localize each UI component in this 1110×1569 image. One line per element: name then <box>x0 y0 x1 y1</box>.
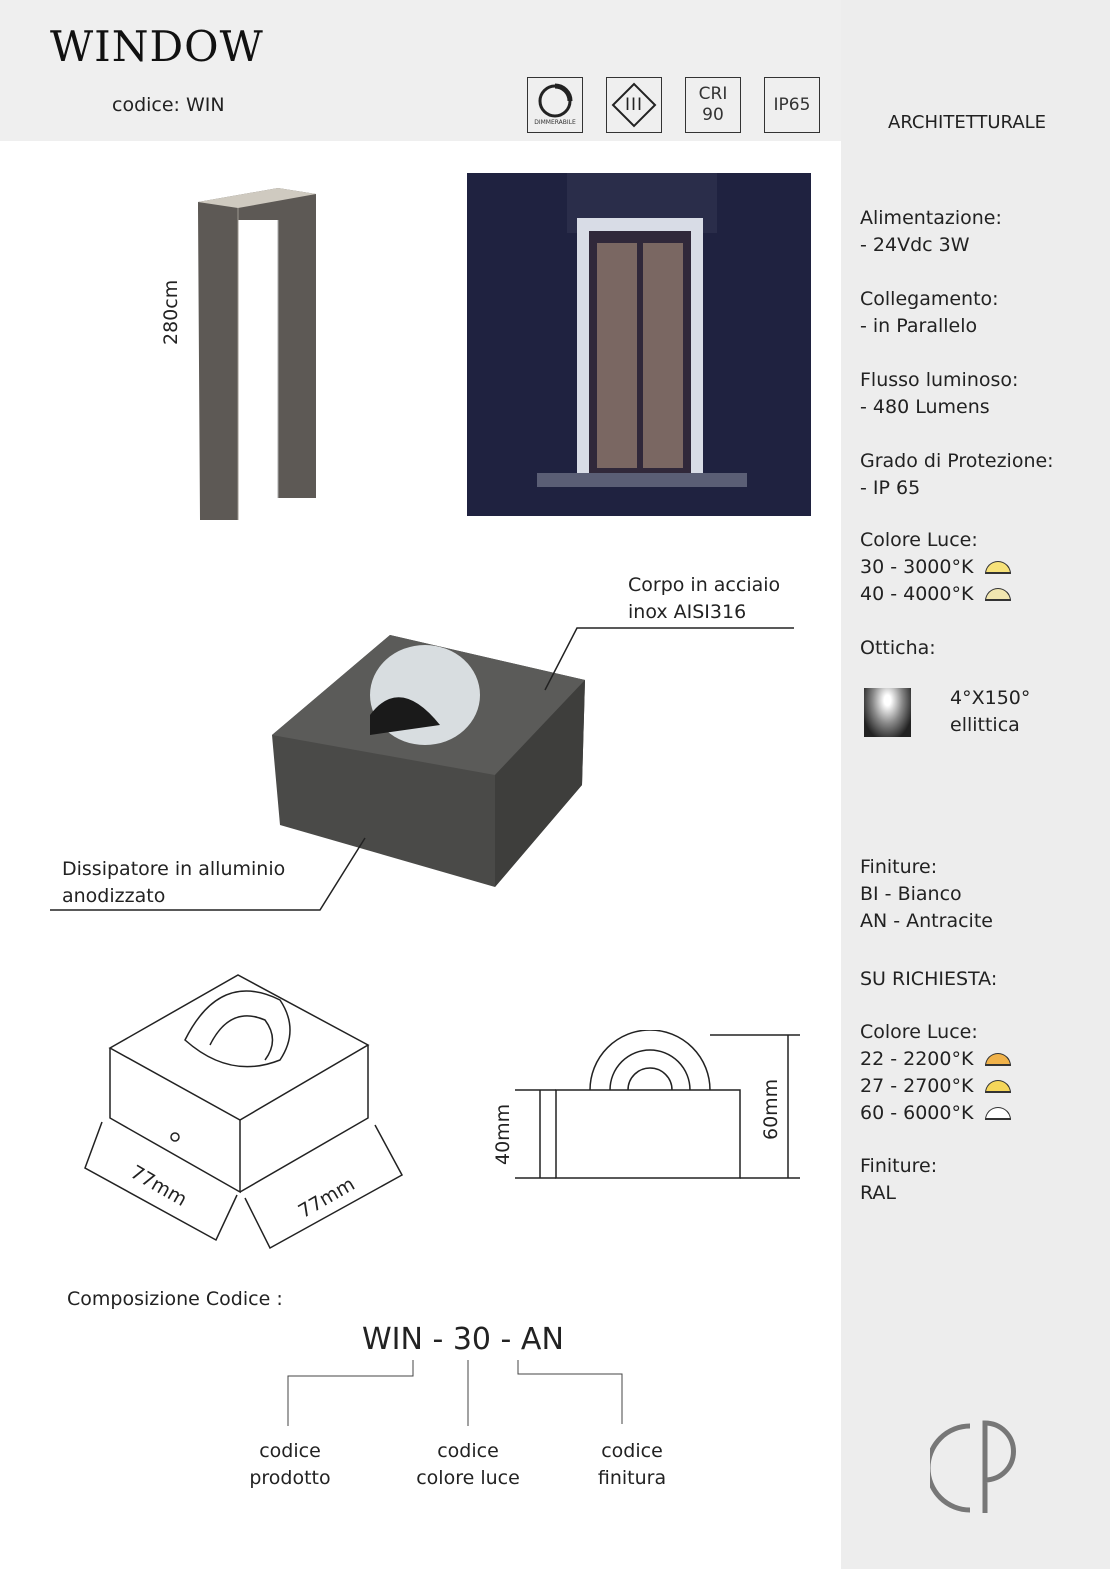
width-dimension-2: 77mm <box>294 1173 359 1223</box>
spec-light-color: Colore Luce: 30 - 3000°K 40 - 4000°K <box>860 527 1011 608</box>
ip65-badge: IP65 <box>764 77 820 133</box>
class-iii-label: III <box>624 94 644 115</box>
width-dimension-1: 77mm <box>126 1161 191 1211</box>
light-dome-icon <box>985 588 1011 601</box>
spec-optic-label: Otticha: <box>860 637 936 659</box>
dimmer-icon <box>537 83 573 119</box>
composition-lines <box>280 1358 630 1428</box>
side-drawing <box>510 1030 800 1185</box>
class-iii-badge <box>606 77 662 133</box>
window-photo <box>467 173 811 516</box>
spec-power: Alimentazione: - 24Vdc 3W <box>860 207 1002 256</box>
height-dimension-40: 40mm <box>492 1103 514 1165</box>
light-dome-icon <box>985 1053 1011 1066</box>
spec-on-request: SU RICHIESTA: <box>860 968 998 990</box>
light-dome-icon <box>985 1080 1011 1093</box>
frame-render-image <box>160 180 340 540</box>
dimmable-badge: DIMMERABILE <box>527 77 583 133</box>
code-part-finish: codice finitura <box>597 1440 667 1489</box>
product-code: codice: WIN <box>112 94 225 116</box>
heatsink-callout: Dissipatore in alluminio anodizzato <box>62 858 286 907</box>
height-dimension: 280cm <box>160 279 182 345</box>
cri-badge: CRI 90 <box>685 77 741 133</box>
spec-request-finish: Finiture: RAL <box>860 1155 938 1204</box>
light-dome-icon <box>985 1107 1011 1120</box>
body-callout: Corpo in acciaio inox AISI316 <box>628 574 781 623</box>
height-dimension-60: 60mm <box>760 1078 782 1140</box>
spec-ip: Grado di Protezione: - IP 65 <box>860 450 1054 499</box>
code-part-product: codice prodotto <box>249 1440 331 1489</box>
spec-connection: Collegamento: - in Parallelo <box>860 288 999 337</box>
brand-logo <box>930 1418 1030 1518</box>
spec-flux: Flusso luminoso: - 480 Lumens <box>860 369 1019 418</box>
light-dome-icon <box>985 561 1011 574</box>
code-part-light: codice colore luce <box>416 1440 520 1489</box>
composition-code: WIN - 30 - AN <box>362 1322 564 1357</box>
spec-optic: 4°X150° ellittica <box>950 687 1031 736</box>
isometric-drawing <box>80 970 410 1255</box>
product-title: WINDOW <box>50 22 264 71</box>
spec-request-light: Colore Luce: 22 - 2200°K 27 - 2700°K 60 - 6000°K <box>860 1019 1011 1127</box>
category-label: ARCHITETTURALE <box>888 112 1047 133</box>
optic-icon <box>864 688 911 737</box>
spec-finishes: Finiture: BI - Bianco AN - Antracite <box>860 856 993 932</box>
composition-label: Composizione Codice : <box>67 1288 283 1310</box>
